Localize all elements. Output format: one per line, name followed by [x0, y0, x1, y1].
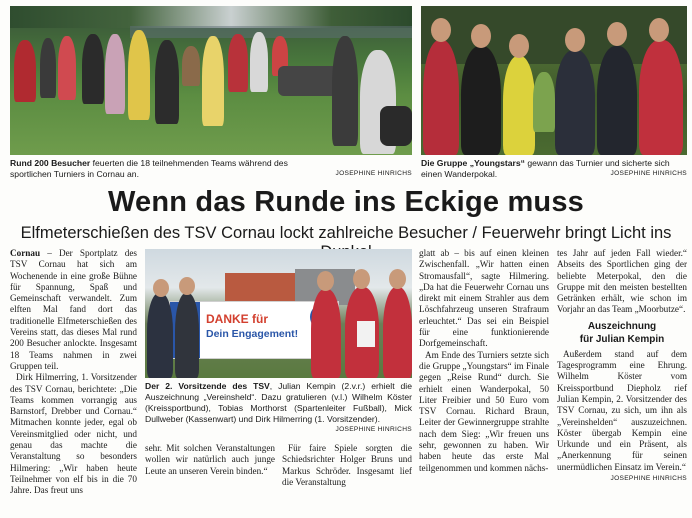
- caption-bold: Rund 200 Besucher: [10, 158, 91, 168]
- caption-text: , Julian Kempin (2.v.r.) erhielt die Auszeichnung „Vereinsheld“. Dazu gratulieren (v.l.) Wilhelm Köster (Kreissportbund), Tobias Morthorst (Spartenleiter Fußball), Mick Dullweber (Kassenwart) und Dirk Hilmerring (1. Vorsitzender).: [145, 381, 412, 424]
- banner-text-line2: Dein Engagement!: [206, 328, 299, 340]
- author-credit: JOSEPHINE HINRICHS: [610, 475, 687, 483]
- article-column-2: [145, 443, 275, 477]
- paragraph: Am Ende des Turniers setzte sich die Gruppe „Youngstars“ im Finale gegen „Reise Rund“ durch. Sie erhielt einen Wanderpokal, 50 Liter Freibier und 50 Euro vom TSV Cornau. Richard Braun, Leiter der Gewinnergruppe strahlte nach dem Sieg: „Wir freuen uns sehr, gewonnen zu haben. Wir haben heute das erste Mal teilgenommen und kommen nächs-: [419, 349, 549, 473]
- photo-award: [145, 249, 412, 378]
- photo-youngstars: [421, 6, 687, 155]
- subheadline: Elfmeterschießen des TSV Cornau lockt zahlreiche Besucher / Feuerwehr bringt Licht ins: [20, 224, 672, 242]
- banner-text-line1: DANKE für: [206, 312, 268, 326]
- section-subheading: [557, 320, 687, 346]
- caption-bold: Die Gruppe „Youngstars“: [421, 158, 525, 168]
- subheading-line: Auszeichnung: [587, 320, 657, 332]
- caption-bold: Der 2. Vorsitzende des TSV: [145, 381, 270, 391]
- article-column-4: [557, 248, 687, 484]
- caption-text: gewann das Turnier und sicherte sich einen Wanderpokal.: [421, 158, 670, 179]
- caption-text: feuerten die 18 teilnehmenden Teams während des sportlichen Turniers in Cornau an.: [10, 158, 288, 179]
- dateline: Cornau: [10, 248, 41, 258]
- article-column-1: [10, 248, 137, 497]
- article-column-3: [419, 248, 549, 474]
- photo-crowd-caption: [10, 158, 310, 180]
- subheading-line: für Julian Kempin: [579, 333, 665, 345]
- photo-credit: JOSEPHINE HINRICHS: [335, 426, 412, 433]
- paragraph: Dirk Hilmerring, 1. Vorsitzender des TSV Cornau, berichtete: „Die Teams kommen vorrangig aus Barnstorf, Drebber und Cornau.“ Mitmachen konnte jeder, egal ob Vereinsmitglied oder nicht, und genau das machte die Veranstaltung so besonders Hilmering: „Wir haben heute Teilnehmer von elf bis in die 70 Jahre. Das freut uns: [10, 372, 137, 496]
- photo-credit: JOSEPHINE HINRICHS: [610, 170, 687, 177]
- photo-crowd: [10, 6, 412, 155]
- paragraph: sehr. Mit solchen Veranstaltungen wollen wir natürlich auch junge Leute an unseren Verein binden.“: [145, 443, 275, 476]
- headline: Wenn das Runde ins Eckige muss: [107, 186, 585, 218]
- paragraph: glatt ab – bis auf einen kleinen Zwischenfall. „Wir hatten einen Stromausfall“, sagte Hilmering. „Da hat die Feuerwehr Cornau uns direkt mit einem Strahler aus dem Löschfahrzeug unseren Strafraum erleuchtet.“ Das sei ein Beispiel für eine funktionierende Dorfgemeinschaft.: [419, 248, 549, 349]
- paragraph: tes Jahr auf jeden Fall wieder.“ Abseits des Sportlichen ging der beliebte Meterpokal, den die Gruppe mit den meisten bestellten Getränken erhält, wie schon im Vorjahr an das Team „Moorbutze“.: [557, 248, 687, 315]
- paragraph: Außerdem stand auf dem Tagesprogramm eine Ehrung. Wilhelm Köster vom Kreissportbund Diepholz rief Julian Kempin, 2. Vorsitzender des TSV Cornau, zu sich, um ihn als „Vereinshelden“ auszuzeichnen. Köster übergab Kempin eine Urkunde und ein Präsent, als „Anerkennung für seinen unermüdlichen Einsatz im Verein.“: [557, 348, 687, 472]
- photo-credit: JOSEPHINE HINRICHS: [335, 170, 412, 177]
- paragraph: – Der Sportplatz des TSV Cornau hat sich am Wochenende in eine große Bühne für Spannung, Spaß und Gemeinschaft verwandelt. Zum elften Mal fand dort das traditionelle Elfmeterschießen des Vereins statt, das dieses Mal rund 200 Besucher anlockte. Insgesamt 18 Teams nahmen in zwei Gruppen teil.: [10, 248, 137, 371]
- paragraph: Für faire Spiele sorgten die Schiedsrichter Holger Bruns und Markus Schröder. Insgesamt lief die Veranstaltung: [282, 443, 412, 487]
- article-column-3-bottom: [282, 443, 412, 488]
- photo-award-caption: [145, 381, 412, 425]
